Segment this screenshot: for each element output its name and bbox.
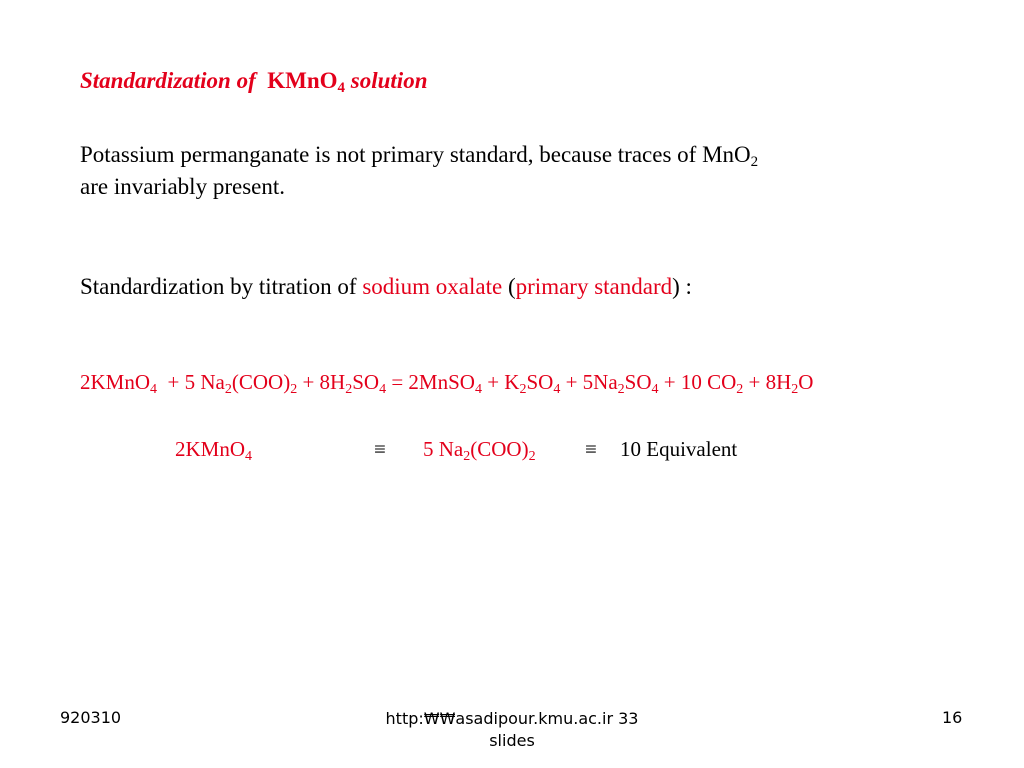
eq-part: (COO) (231, 370, 291, 394)
open-paren: ( (502, 274, 516, 299)
title-suffix: solution (350, 68, 428, 93)
eq-part: = 2MnSO (386, 370, 475, 394)
title-formula-base: KMnO (267, 68, 338, 93)
footer-source-line1: http:₩₩asadipour.kmu.ac.ir 33 (385, 709, 639, 728)
equiv-oxalate (423, 437, 536, 462)
eq-part: + 5 Na (162, 370, 225, 394)
eq-part: + 8H (297, 370, 346, 394)
equiv-oxalate-subscript: 2 (463, 449, 471, 464)
equiv-oxalate-part: 5 Na (423, 437, 464, 461)
equiv-oxalate-part: (COO) (470, 437, 529, 461)
title-prefix: Standardization of (80, 68, 256, 93)
equiv-symbol-1: ≡ (374, 437, 386, 461)
eq-part: 2KMnO (80, 370, 151, 394)
eq-subscript: 4 (379, 382, 387, 397)
eq-subscript: 2 (736, 382, 744, 397)
eq-subscript: 2 (345, 382, 353, 397)
eq-subscript: 2 (617, 382, 625, 397)
eq-part: + 8H (743, 370, 792, 394)
eq-part: SO (526, 370, 554, 394)
titration-text: Standardization by titration of (80, 274, 363, 299)
primary-standard-term: primary standard (515, 274, 673, 299)
footer-date-code: 920310 (60, 708, 122, 727)
slide-title (80, 68, 428, 94)
eq-part: + 10 CO (658, 370, 737, 394)
intro-text-line2: are invariably present. (80, 174, 285, 199)
eq-part: O (798, 370, 814, 394)
eq-part: + 5Na (560, 370, 618, 394)
eq-subscript: 4 (553, 382, 561, 397)
reaction-equation (80, 370, 813, 395)
closing-text: ) : (672, 274, 692, 299)
intro-subscript: 2 (750, 154, 759, 170)
eq-part: + K (481, 370, 520, 394)
footer-source (352, 708, 672, 752)
title-formula-subscript: 4 (337, 80, 346, 96)
eq-subscript: 2 (519, 382, 527, 397)
equiv-kmno4-subscript: 4 (245, 449, 253, 464)
equiv-oxalate-subscript: 2 (528, 449, 536, 464)
eq-subscript: 4 (474, 382, 482, 397)
eq-subscript: 2 (791, 382, 799, 397)
titration-paragraph (80, 274, 692, 300)
eq-subscript: 2 (290, 382, 298, 397)
eq-subscript: 4 (651, 382, 659, 397)
equiv-result: 10 Equivalent (620, 437, 738, 461)
title-formula (267, 68, 346, 96)
equiv-kmno4-base: 2KMnO (175, 437, 246, 461)
eq-part: SO (352, 370, 380, 394)
eq-subscript: 4 (150, 382, 158, 397)
eq-subscript: 2 (224, 382, 232, 397)
equiv-kmno4 (175, 437, 252, 462)
intro-paragraph (80, 139, 980, 203)
equiv-symbol-2: ≡ (585, 437, 597, 461)
page-number: 16 (942, 708, 963, 727)
intro-text-line1: Potassium permanganate is not primary standard, because traces of MnO (80, 142, 751, 167)
footer-source-line2: slides (489, 731, 535, 750)
sodium-oxalate-term: sodium oxalate (362, 274, 503, 299)
eq-part: SO (624, 370, 652, 394)
